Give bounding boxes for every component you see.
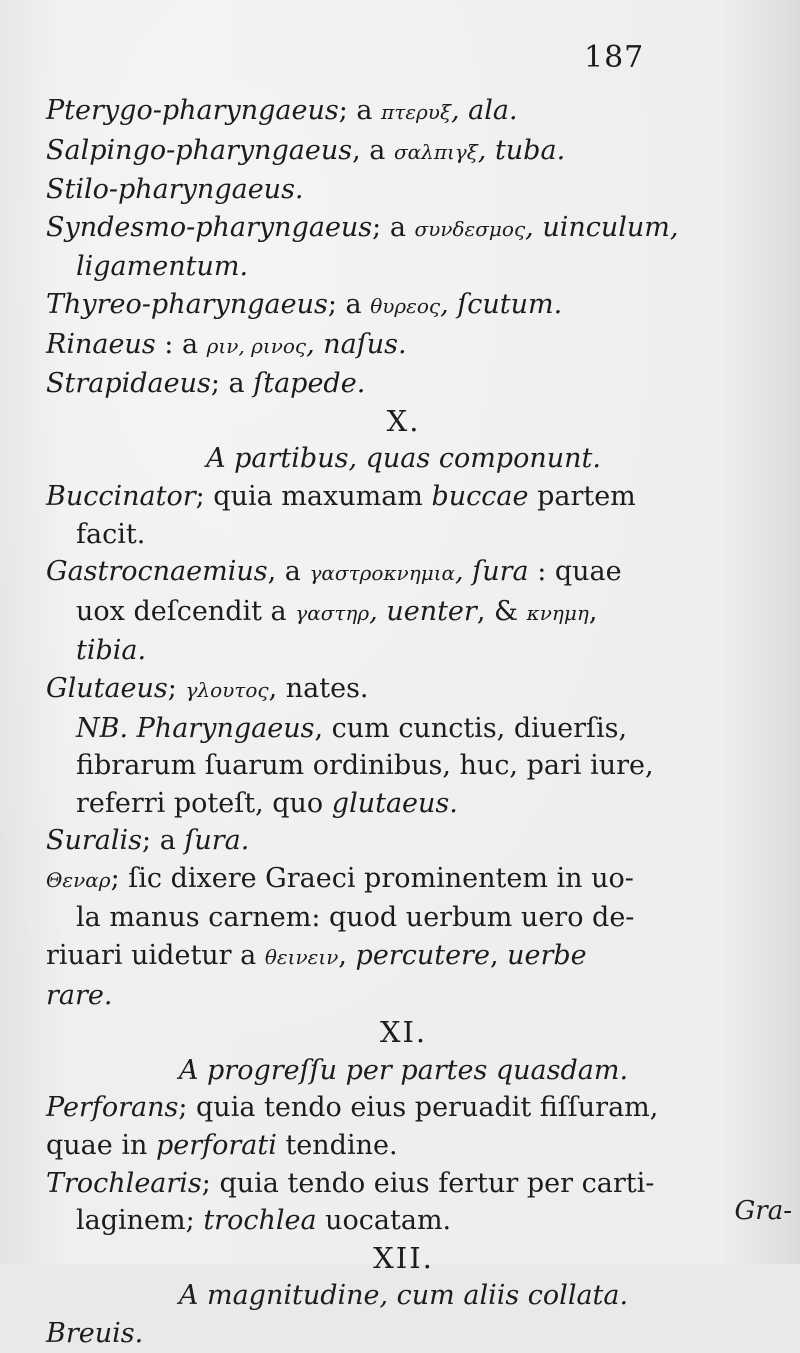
section-heading-xii: XII. — [373, 1240, 434, 1275]
italic-word: , ſura — [455, 556, 529, 588]
italic-word: trochlea — [203, 1205, 317, 1237]
entry-stilo — [46, 171, 761, 209]
italic-word: buccae — [431, 480, 529, 512]
term: Salpingo-pharyngaeus — [46, 134, 353, 166]
nota-bene-cont: fibrarum ſuarum ordinibus, huc, pari iure, — [76, 750, 654, 782]
text: quae in — [46, 1130, 156, 1162]
term: Breuis. — [46, 1318, 144, 1349]
text: partem — [528, 480, 636, 512]
text: , — [489, 940, 508, 972]
greek-word: Θεναρ — [46, 867, 111, 892]
term: Thyreo-pharyngaeus — [46, 288, 328, 320]
entry-gastrocnaemius — [46, 553, 761, 593]
entry-trochlearis — [46, 1165, 761, 1203]
greek-word: σαλπιγξ — [393, 139, 478, 164]
entry-gastrocnaemius-cont — [46, 593, 761, 633]
section-subtitle-xii: A magnitudine, cum aliis collata. — [178, 1280, 629, 1312]
text: ; a — [372, 211, 415, 243]
section-subtitle-xi: A progreſſu per partes quasdam. — [178, 1054, 629, 1086]
text: riuari uidetur a — [46, 940, 265, 972]
catchword: Gra- — [734, 1196, 792, 1226]
meaning: , ſcutum. — [440, 288, 563, 320]
entry-thyreo — [46, 286, 761, 326]
entry-thenar-cont2 — [46, 937, 761, 977]
text: , — [338, 940, 356, 972]
section-subtitle-x: A partibus, quas componunt. — [206, 443, 601, 475]
text: uocatam. — [316, 1205, 452, 1237]
meaning: ſtapede. — [253, 368, 366, 400]
meaning: , naſus. — [306, 328, 407, 360]
text: ; ſic dixere Graeci prominentem in uo- — [110, 862, 634, 894]
italic-word: glutaeus. — [331, 787, 458, 819]
meaning: , uinculum, — [525, 211, 679, 243]
term: Rinaeus — [46, 328, 156, 360]
term: Glutaeus — [46, 672, 168, 704]
entry-thenar — [46, 860, 761, 900]
term: Trochlearis — [46, 1167, 202, 1199]
entry-breuis — [46, 1315, 761, 1353]
text: ; — [167, 672, 186, 704]
term: Perforans — [46, 1092, 179, 1124]
page-number: 187 — [584, 40, 645, 75]
italic-word: ſura. — [184, 825, 250, 857]
italic-word: rare. — [46, 979, 113, 1011]
italic-word: perforati — [155, 1130, 277, 1162]
greek-word: θεινειν — [264, 945, 339, 970]
text: tendine. — [276, 1130, 398, 1162]
greek-word: συνδεσμος — [414, 216, 526, 241]
entry-thenar-cont3 — [46, 977, 761, 1015]
section-heading-x: X. — [386, 403, 421, 438]
entry-salpingo — [46, 132, 761, 172]
term: Buccinator — [46, 480, 196, 512]
entry-perforans — [46, 1089, 761, 1127]
entry-buccinator — [46, 478, 761, 516]
meaning: , ala. — [450, 95, 518, 126]
text: , & — [476, 595, 527, 627]
greek-word: γλουτος — [185, 677, 269, 702]
term: Gastrocnaemius — [46, 556, 268, 588]
text: ; quia maxumam — [195, 480, 432, 512]
text: , a — [267, 556, 310, 588]
text: laginem; — [76, 1205, 204, 1237]
italic-word: percutere — [355, 940, 490, 972]
meaning: ligamentum. — [76, 251, 249, 283]
italic-word: NB. Pharyngaeus — [76, 712, 315, 744]
text: : a — [155, 328, 207, 360]
text: : quae — [528, 556, 622, 588]
text: , nates. — [268, 672, 369, 704]
text: ; quia tendo eius peruadit fiſſuram, — [178, 1092, 659, 1124]
text: referri poteſt, quo — [76, 787, 332, 819]
entry-rinaeus — [46, 326, 761, 366]
page-body — [46, 92, 761, 1353]
italic-word: tibia. — [76, 635, 147, 667]
text: , — [588, 595, 598, 627]
entry-syndesmo-cont — [46, 248, 761, 286]
section-heading-xi: XI. — [379, 1015, 428, 1050]
greek-word: ριν, ρινος — [206, 333, 307, 358]
nota-bene-cont2 — [46, 785, 761, 823]
text: ; a — [327, 288, 371, 320]
meaning: , tuba. — [477, 134, 566, 166]
greek-word: γαστηρ — [295, 600, 370, 625]
greek-word: πτερυξ — [381, 100, 451, 124]
entry-pterygo — [46, 92, 761, 132]
entry-trochlearis-cont — [46, 1202, 761, 1240]
text: , a — [352, 134, 394, 166]
term: Suralis — [46, 825, 143, 857]
term: Stilo-pharyngaeus. — [46, 174, 304, 206]
greek-word: κνημη — [526, 600, 589, 625]
text: ; a — [210, 368, 254, 400]
entry-syndesmo — [46, 209, 761, 249]
text: uox deſcendit a — [76, 595, 296, 627]
term: Pterygo-pharyngaeus — [46, 95, 339, 126]
text: ; a — [142, 825, 185, 857]
entry-gastrocnaemius-cont2 — [46, 632, 761, 670]
italic-word: , uenter — [369, 595, 477, 627]
entry-glutaeus — [46, 670, 761, 710]
italic-word: uerbe — [507, 940, 587, 972]
term: Strapidaeus — [46, 368, 211, 400]
text: ; quia tendo eius fertur per carti- — [201, 1167, 655, 1199]
entry-suralis — [46, 822, 761, 860]
entry-thenar-cont: la manus carnem: quod uerbum uero de- — [76, 902, 635, 934]
entry-strapidaeus — [46, 365, 761, 403]
term: Syndesmo-pharyngaeus — [46, 211, 373, 243]
greek-word: γαστροκνημια — [309, 561, 456, 586]
text: ; a — [338, 95, 382, 126]
entry-perforans-cont — [46, 1127, 761, 1165]
greek-word: θυρεος — [370, 293, 441, 318]
nota-bene — [46, 710, 761, 748]
entry-buccinator-cont: facit. — [76, 518, 146, 550]
text: , cum cunctis, diuerſis, — [314, 712, 628, 744]
